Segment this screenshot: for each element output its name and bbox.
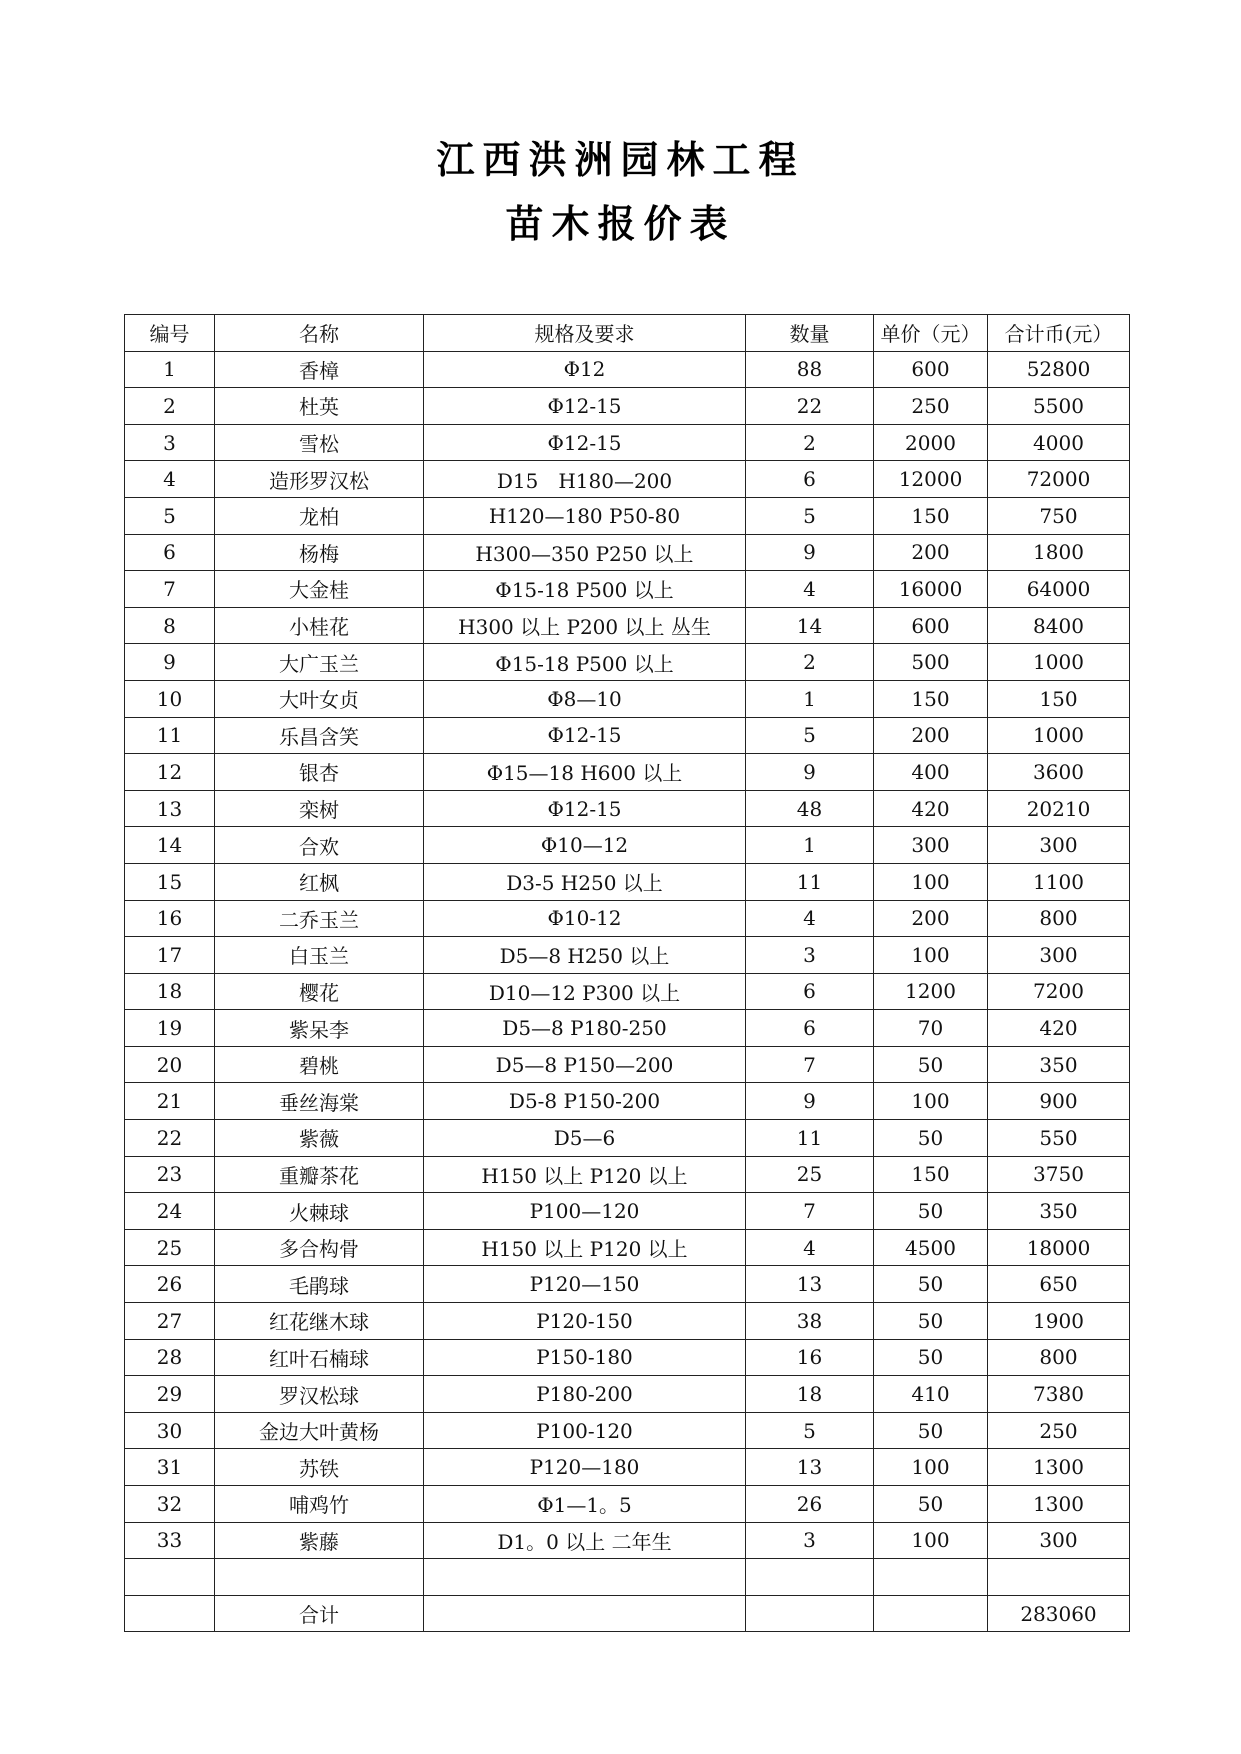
cell-spec: P120-150: [424, 1303, 746, 1340]
cell-qty: 7: [746, 1193, 874, 1230]
cell-no: 13: [125, 790, 215, 827]
cell-no: 30: [125, 1412, 215, 1449]
table-row: [125, 1303, 1130, 1340]
cell-unit-price: 150: [874, 1156, 988, 1193]
cell-qty: 14: [746, 607, 874, 644]
table-row: [125, 790, 1130, 827]
cell-total: 4000: [988, 424, 1130, 461]
cell-qty: 16: [746, 1339, 874, 1376]
cell-spec: D10—12 P300 以上: [424, 973, 746, 1010]
table-row: [125, 1046, 1130, 1083]
cell-name: 白玉兰: [215, 937, 424, 974]
cell-no: 25: [125, 1229, 215, 1266]
cell-name: 紫藤: [215, 1522, 424, 1559]
table-row: [125, 1339, 1130, 1376]
cell-unit-price: 50: [874, 1046, 988, 1083]
cell-qty: 1: [746, 680, 874, 717]
cell-no: 29: [125, 1376, 215, 1413]
cell-total: 283060: [988, 1595, 1130, 1632]
cell-spec: Φ1—1。5: [424, 1486, 746, 1523]
cell-unit-price: 150: [874, 497, 988, 534]
table-row: [125, 1083, 1130, 1120]
cell-name: 银杏: [215, 754, 424, 791]
cell-spec: [424, 1559, 746, 1596]
table-row: [125, 1486, 1130, 1523]
cell-total: 64000: [988, 571, 1130, 608]
cell-total: 52800: [988, 351, 1130, 388]
cell-name: 小桂花: [215, 607, 424, 644]
cell-spec: H300 以上 P200 以上 丛生: [424, 607, 746, 644]
cell-spec: D5—8 P150—200: [424, 1046, 746, 1083]
cell-qty: 1: [746, 827, 874, 864]
cell-spec: P120—180: [424, 1449, 746, 1486]
cell-name: 火棘球: [215, 1193, 424, 1230]
cell-no: 23: [125, 1156, 215, 1193]
cell-total: 550: [988, 1120, 1130, 1157]
cell-name: 栾树: [215, 790, 424, 827]
cell-no: 16: [125, 900, 215, 937]
cell-name: 二乔玉兰: [215, 900, 424, 937]
cell-no: 6: [125, 534, 215, 571]
cell-name: 金边大叶黄杨: [215, 1412, 424, 1449]
cell-unit-price: 4500: [874, 1229, 988, 1266]
cell-total: 650: [988, 1266, 1130, 1303]
cell-name: 乐昌含笑: [215, 717, 424, 754]
table-row: [125, 937, 1130, 974]
cell-unit-price: 70: [874, 1010, 988, 1047]
cell-spec: D5—8 P180-250: [424, 1010, 746, 1047]
cell-unit-price: 50: [874, 1412, 988, 1449]
table-row: [125, 680, 1130, 717]
cell-spec: P150-180: [424, 1339, 746, 1376]
cell-total: 350: [988, 1046, 1130, 1083]
cell-spec: D5-8 P150-200: [424, 1083, 746, 1120]
cell-total: 7380: [988, 1376, 1130, 1413]
table-row: [125, 571, 1130, 608]
cell-total: 800: [988, 1339, 1130, 1376]
table-row: [125, 1595, 1130, 1632]
cell-no: 14: [125, 827, 215, 864]
cell-qty: 7: [746, 1046, 874, 1083]
cell-spec: Φ10—12: [424, 827, 746, 864]
cell-total: 5500: [988, 388, 1130, 425]
cell-no: 1: [125, 351, 215, 388]
cell-name: 红叶石楠球: [215, 1339, 424, 1376]
cell-no: 33: [125, 1522, 215, 1559]
cell-name: 垂丝海棠: [215, 1083, 424, 1120]
table-row: [125, 644, 1130, 681]
cell-qty: 11: [746, 863, 874, 900]
cell-no: 26: [125, 1266, 215, 1303]
cell-no: 31: [125, 1449, 215, 1486]
table-row: [125, 1193, 1130, 1230]
cell-spec: D1。0 以上 二年生: [424, 1522, 746, 1559]
cell-spec: Φ15-18 P500 以上: [424, 571, 746, 608]
cell-name: 红枫: [215, 863, 424, 900]
cell-no: 3: [125, 424, 215, 461]
cell-no: 27: [125, 1303, 215, 1340]
table-row: [125, 1229, 1130, 1266]
table-row: [125, 424, 1130, 461]
company-title: 江西洪洲园林工程: [436, 138, 805, 182]
cell-total: [988, 1559, 1130, 1596]
cell-qty: 5: [746, 717, 874, 754]
table-row: [125, 497, 1130, 534]
cell-unit-price: 250: [874, 388, 988, 425]
table-row: [125, 388, 1130, 425]
cell-no: 17: [125, 937, 215, 974]
cell-name: 合欢: [215, 827, 424, 864]
cell-name: 杜英: [215, 388, 424, 425]
cell-qty: 25: [746, 1156, 874, 1193]
table-row: [125, 1266, 1130, 1303]
cell-unit-price: 50: [874, 1339, 988, 1376]
table-row: [125, 1412, 1130, 1449]
cell-name: 杨梅: [215, 534, 424, 571]
cell-name: 樱花: [215, 973, 424, 1010]
cell-spec: Φ12-15: [424, 790, 746, 827]
table-row: [125, 1522, 1130, 1559]
cell-unit-price: 100: [874, 937, 988, 974]
cell-qty: 26: [746, 1486, 874, 1523]
cell-qty: 13: [746, 1266, 874, 1303]
cell-total: 900: [988, 1083, 1130, 1120]
cell-no: 21: [125, 1083, 215, 1120]
cell-total: 20210: [988, 790, 1130, 827]
table-row: [125, 900, 1130, 937]
cell-qty: 48: [746, 790, 874, 827]
cell-qty: 6: [746, 461, 874, 498]
cell-unit-price: 2000: [874, 424, 988, 461]
cell-name: [215, 1559, 424, 1596]
cell-unit-price: 50: [874, 1303, 988, 1340]
cell-total: 18000: [988, 1229, 1130, 1266]
table-row: [125, 1120, 1130, 1157]
cell-no: 8: [125, 607, 215, 644]
cell-unit-price: 200: [874, 900, 988, 937]
cell-unit-price: 100: [874, 1449, 988, 1486]
cell-no: 22: [125, 1120, 215, 1157]
cell-qty: 22: [746, 388, 874, 425]
cell-unit-price: 200: [874, 534, 988, 571]
cell-unit-price: 1200: [874, 973, 988, 1010]
cell-total: 250: [988, 1412, 1130, 1449]
cell-no: [125, 1595, 215, 1632]
cell-name: 毛鹃球: [215, 1266, 424, 1303]
cell-no: 5: [125, 497, 215, 534]
cell-qty: 4: [746, 571, 874, 608]
cell-name: 大叶女贞: [215, 680, 424, 717]
cell-total: 1000: [988, 717, 1130, 754]
cell-spec: D3-5 H250 以上: [424, 863, 746, 900]
cell-unit-price: 12000: [874, 461, 988, 498]
cell-no: 15: [125, 863, 215, 900]
table-row: [125, 534, 1130, 571]
cell-no: 7: [125, 571, 215, 608]
cell-unit-price: 200: [874, 717, 988, 754]
cell-spec: D15 H180—200: [424, 461, 746, 498]
cell-name: 红花继木球: [215, 1303, 424, 1340]
cell-qty: 13: [746, 1449, 874, 1486]
table-row: [125, 461, 1130, 498]
header-total: 合计币(元）: [988, 315, 1130, 352]
table-row: [125, 1156, 1130, 1193]
cell-qty: 2: [746, 644, 874, 681]
cell-unit-price: 16000: [874, 571, 988, 608]
header-name: 名称: [215, 315, 424, 352]
cell-name: 碧桃: [215, 1046, 424, 1083]
cell-spec: P100-120: [424, 1412, 746, 1449]
cell-qty: 2: [746, 424, 874, 461]
cell-qty: 4: [746, 900, 874, 937]
table-row: [125, 1376, 1130, 1413]
cell-total: 1900: [988, 1303, 1130, 1340]
cell-total: 1300: [988, 1486, 1130, 1523]
cell-name: 大广玉兰: [215, 644, 424, 681]
sheet-title: 苗木报价表: [505, 202, 736, 246]
cell-total: 150: [988, 680, 1130, 717]
table-header-row: [125, 315, 1130, 352]
cell-total: 800: [988, 900, 1130, 937]
table-row: [125, 1449, 1130, 1486]
cell-spec: D5—8 H250 以上: [424, 937, 746, 974]
cell-no: 12: [125, 754, 215, 791]
table-row: [125, 827, 1130, 864]
cell-qty: 5: [746, 1412, 874, 1449]
header-qty: 数量: [746, 315, 874, 352]
cell-no: 24: [125, 1193, 215, 1230]
table-row: [125, 607, 1130, 644]
table-row: [125, 717, 1130, 754]
cell-no: 32: [125, 1486, 215, 1523]
cell-spec: H150 以上 P120 以上: [424, 1229, 746, 1266]
cell-unit-price: 600: [874, 351, 988, 388]
cell-total: 300: [988, 827, 1130, 864]
cell-name: 紫呆李: [215, 1010, 424, 1047]
cell-qty: 4: [746, 1229, 874, 1266]
cell-name: 合计: [215, 1595, 424, 1632]
cell-no: 28: [125, 1339, 215, 1376]
cell-no: 4: [125, 461, 215, 498]
cell-no: 2: [125, 388, 215, 425]
cell-total: 3600: [988, 754, 1130, 791]
cell-total: 7200: [988, 973, 1130, 1010]
cell-spec: Φ12-15: [424, 717, 746, 754]
cell-total: 350: [988, 1193, 1130, 1230]
cell-no: 9: [125, 644, 215, 681]
cell-name: 香樟: [215, 351, 424, 388]
table-row: [125, 1559, 1130, 1596]
cell-unit-price: 100: [874, 863, 988, 900]
cell-unit-price: 600: [874, 607, 988, 644]
table-row: [125, 973, 1130, 1010]
cell-spec: [424, 1595, 746, 1632]
price-table: [124, 314, 1130, 1632]
cell-name: 龙柏: [215, 497, 424, 534]
cell-name: 大金桂: [215, 571, 424, 608]
cell-total: 1100: [988, 863, 1130, 900]
cell-unit-price: 400: [874, 754, 988, 791]
cell-unit-price: 50: [874, 1193, 988, 1230]
cell-name: 罗汉松球: [215, 1376, 424, 1413]
cell-spec: D5—6: [424, 1120, 746, 1157]
cell-unit-price: 300: [874, 827, 988, 864]
cell-qty: 6: [746, 1010, 874, 1047]
cell-qty: 9: [746, 534, 874, 571]
cell-unit-price: 50: [874, 1266, 988, 1303]
cell-spec: H150 以上 P120 以上: [424, 1156, 746, 1193]
cell-name: 多合构骨: [215, 1229, 424, 1266]
cell-spec: H300—350 P250 以上: [424, 534, 746, 571]
cell-name: 苏铁: [215, 1449, 424, 1486]
cell-no: 18: [125, 973, 215, 1010]
cell-unit-price: 100: [874, 1083, 988, 1120]
cell-total: 300: [988, 937, 1130, 974]
cell-name: 雪松: [215, 424, 424, 461]
cell-total: 300: [988, 1522, 1130, 1559]
header-spec: 规格及要求: [424, 315, 746, 352]
cell-no: 11: [125, 717, 215, 754]
table-row: [125, 754, 1130, 791]
cell-total: 420: [988, 1010, 1130, 1047]
cell-qty: [746, 1595, 874, 1632]
header-no: 编号: [125, 315, 215, 352]
cell-qty: 38: [746, 1303, 874, 1340]
cell-qty: 9: [746, 754, 874, 791]
cell-spec: Φ15-18 P500 以上: [424, 644, 746, 681]
cell-unit-price: 50: [874, 1120, 988, 1157]
cell-unit-price: [874, 1559, 988, 1596]
cell-name: 造形罗汉松: [215, 461, 424, 498]
cell-total: 1300: [988, 1449, 1130, 1486]
cell-qty: 6: [746, 973, 874, 1010]
cell-unit-price: 500: [874, 644, 988, 681]
cell-qty: 88: [746, 351, 874, 388]
cell-spec: P100—120: [424, 1193, 746, 1230]
cell-no: 20: [125, 1046, 215, 1083]
cell-qty: 18: [746, 1376, 874, 1413]
document-title: [0, 128, 1241, 256]
cell-unit-price: 100: [874, 1522, 988, 1559]
cell-total: 8400: [988, 607, 1130, 644]
cell-unit-price: 150: [874, 680, 988, 717]
cell-qty: 3: [746, 1522, 874, 1559]
cell-qty: 3: [746, 937, 874, 974]
cell-no: [125, 1559, 215, 1596]
cell-no: 19: [125, 1010, 215, 1047]
cell-spec: P180-200: [424, 1376, 746, 1413]
cell-total: 3750: [988, 1156, 1130, 1193]
cell-spec: Φ12-15: [424, 388, 746, 425]
cell-total: 1000: [988, 644, 1130, 681]
header-unit-price: 单价（元）: [874, 315, 988, 352]
cell-no: 10: [125, 680, 215, 717]
cell-qty: 11: [746, 1120, 874, 1157]
table-row: [125, 863, 1130, 900]
cell-unit-price: 420: [874, 790, 988, 827]
cell-spec: H120—180 P50-80: [424, 497, 746, 534]
cell-qty: 9: [746, 1083, 874, 1120]
table-row: [125, 351, 1130, 388]
table-row: [125, 1010, 1130, 1047]
cell-unit-price: 50: [874, 1486, 988, 1523]
cell-name: 哺鸡竹: [215, 1486, 424, 1523]
cell-unit-price: [874, 1595, 988, 1632]
cell-spec: P120—150: [424, 1266, 746, 1303]
cell-spec: Φ8—10: [424, 680, 746, 717]
cell-name: 重瓣茶花: [215, 1156, 424, 1193]
cell-qty: 5: [746, 497, 874, 534]
cell-total: 1800: [988, 534, 1130, 571]
cell-spec: Φ12: [424, 351, 746, 388]
cell-unit-price: 410: [874, 1376, 988, 1413]
cell-spec: Φ10-12: [424, 900, 746, 937]
cell-name: 紫薇: [215, 1120, 424, 1157]
cell-total: 72000: [988, 461, 1130, 498]
table-body: [125, 351, 1130, 1632]
cell-qty: [746, 1559, 874, 1596]
cell-spec: Φ12-15: [424, 424, 746, 461]
cell-spec: Φ15—18 H600 以上: [424, 754, 746, 791]
cell-total: 750: [988, 497, 1130, 534]
